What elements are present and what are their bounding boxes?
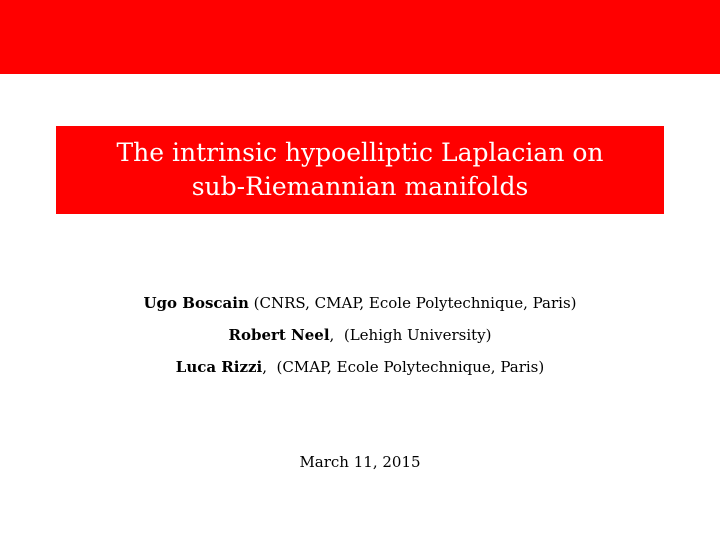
author-affiliation: , (CMAP, Ecole Polytechnique, Paris) xyxy=(262,358,545,376)
title-block xyxy=(56,126,664,214)
author-name: Luca Rizzi xyxy=(175,358,263,376)
author-affiliation: , (Lehigh University) xyxy=(329,326,492,344)
author-entry xyxy=(0,354,720,381)
author-entry xyxy=(0,290,720,317)
author-affiliation: (CNRS, CMAP, Ecole Polytechnique, Paris) xyxy=(248,294,577,312)
author-list xyxy=(0,290,720,381)
author-name: Robert Neel xyxy=(228,326,330,344)
author-name: Ugo Boscain xyxy=(143,294,249,312)
author-entry xyxy=(0,322,720,349)
presentation-date: March 11, 2015 xyxy=(299,453,421,471)
header-bar xyxy=(0,0,720,74)
title-line-2: sub-Riemannian manifolds xyxy=(191,172,529,201)
title-line-1: The intrinsic hypoelliptic Laplacian on xyxy=(116,138,604,167)
